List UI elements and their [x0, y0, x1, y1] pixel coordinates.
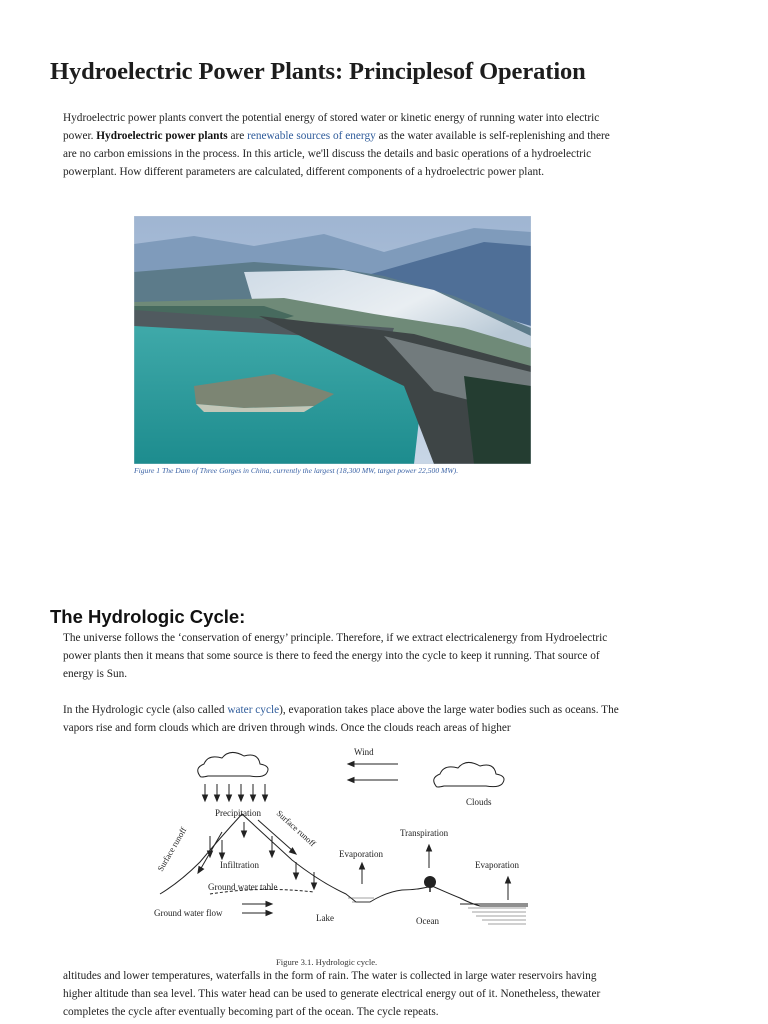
label-transpiration: Transpiration [400, 828, 449, 838]
figure-3-1-caption: Figure 3.1. Hydrologic cycle. [276, 957, 378, 967]
intro-text-1: Hydroelectric power plants convert the potential energy of stored water or kinetic energy of running water into electric power. [63, 112, 600, 142]
land-profile [160, 814, 528, 906]
page-title: Hydroelectric Power Plants: Principlesof Operation [50, 58, 586, 85]
p2-text-a: In the Hydrologic cycle (also called [63, 704, 228, 716]
label-wind: Wind [354, 747, 374, 757]
label-ground-water-flow: Ground water flow [154, 908, 223, 918]
section-paragraph-3: altitudes and lower temperatures, waterfalls in the form of rain. The water is collected in large water reservoirs having higher altitude than sea level. This water head can be used to generate electrical energy out of it. Nonetheless, thewater completes the cycle after eventually becoming part of the ocean. The cycle repeats. [63, 970, 601, 1018]
label-precipitation: Precipitation [215, 808, 261, 818]
label-evaporation-lake: Evaporation [339, 849, 383, 859]
label-ground-water-table: Ground water table [208, 882, 278, 892]
three-gorges-dam-photo [134, 216, 531, 464]
intro-text-2: are [227, 130, 248, 142]
water-cycle-link[interactable]: water cycle [227, 704, 280, 716]
right-cloud-shape [434, 762, 504, 787]
p2-text-b: ), evaporation takes place above the large water bodies such as oceans. The vapors rise and form clouds which are driven through winds. Once the clouds reach areas of higher [63, 704, 619, 734]
intro-bold-term: Hydroelectric power plants [96, 130, 228, 142]
hydrologic-cycle-svg [150, 742, 542, 938]
label-lake: Lake [316, 913, 334, 923]
section-heading: The Hydrologic Cycle: [50, 606, 246, 627]
section-paragraph-1: The universe follows the ‘conservation of energy’ principle. Therefore, if we extract electricalenergy from Hydroelectric power plants then it means that some source is there to feed the energy into the cycle to keep it running. That source of energy is Sun. [63, 632, 608, 680]
left-cloud-shape [198, 752, 268, 777]
label-surface-runoff-right: Surface runoff [274, 808, 318, 849]
label-ocean: Ocean [416, 916, 439, 926]
section-paragraph-2 [63, 701, 623, 737]
tree-icon [424, 876, 436, 892]
renewable-energy-link[interactable]: renewable sources of energy [247, 130, 376, 142]
dam-aerial-image [134, 216, 531, 464]
label-clouds: Clouds [466, 797, 492, 807]
figure-1-caption: Figure 1 The Dam of Three Gorges in China, currently the largest (18,300 MW, target power 22,500 MW). [134, 466, 459, 475]
intro-paragraph [63, 109, 623, 181]
hydrologic-cycle-diagram [150, 742, 542, 938]
label-infiltration: Infiltration [220, 860, 259, 870]
intro-text-3: as the water available is self-replenishing and there are no carbon emissions in the process. In this article, we'll discuss the details and basic operations of a hydroelectric powerplant. How different parameters are calculated, different components of a hydroelectric power plant. [63, 130, 610, 178]
label-evaporation-ocean: Evaporation [475, 860, 519, 870]
label-surface-runoff-left: Surface runoff [155, 825, 189, 873]
